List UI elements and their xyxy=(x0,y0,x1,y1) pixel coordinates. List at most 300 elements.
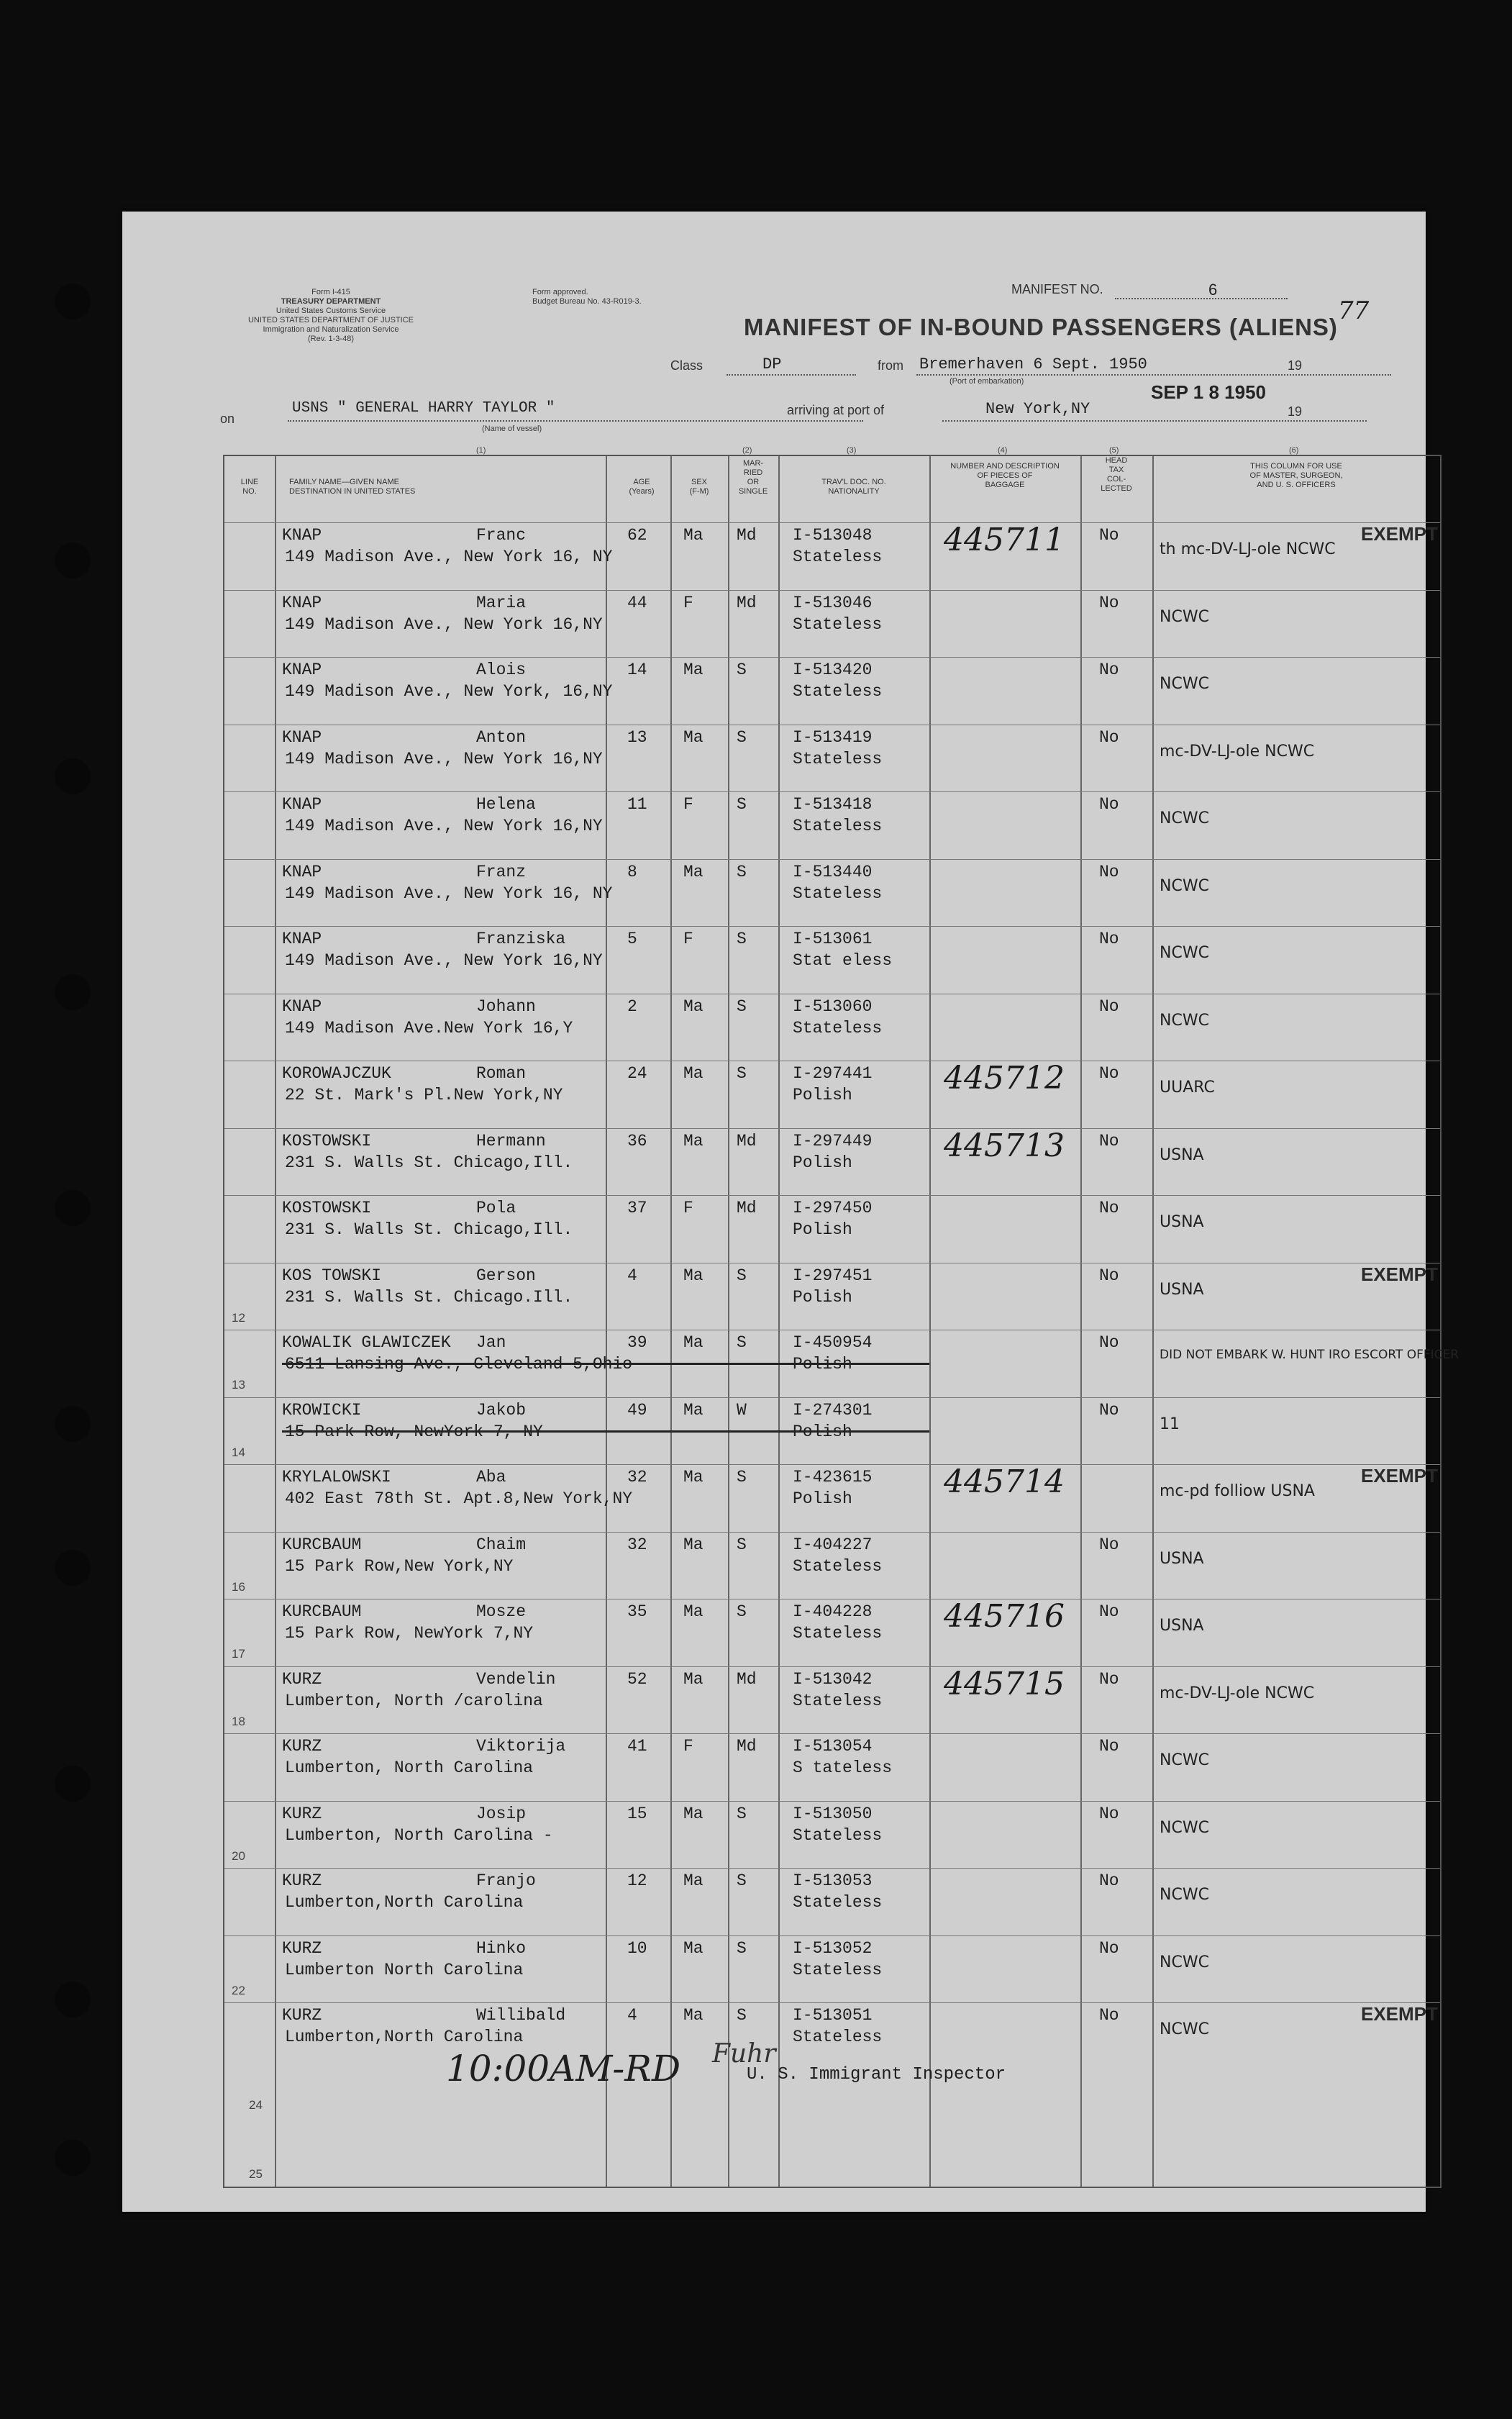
age: 32 xyxy=(627,1468,647,1487)
marital-status: S xyxy=(737,1333,747,1352)
age: 14 xyxy=(627,661,647,679)
exempt-stamp: EXEMPT xyxy=(1361,1465,1438,1487)
sex: Ma xyxy=(683,1669,703,1689)
travel-doc-no: I-404228 xyxy=(793,1602,873,1621)
nationality: Stateless xyxy=(793,1691,883,1710)
nationality: Stateless xyxy=(793,884,883,903)
given-name: Viktorija xyxy=(476,1737,566,1756)
given-name: Hermann xyxy=(476,1131,546,1150)
class-label: Class xyxy=(670,358,703,373)
binder-hole xyxy=(55,1550,91,1586)
sex: Ma xyxy=(683,1333,703,1352)
head-tax: No xyxy=(1099,1938,1119,1958)
department-sub: Immigration and Naturalization Service xyxy=(263,325,399,334)
baggage-number: 445714 xyxy=(944,1463,1065,1500)
form-number: Form I-415 xyxy=(311,288,350,296)
nationality: Polish xyxy=(793,1355,852,1374)
destination: 149 Madison Ave., New York 16,NY xyxy=(285,817,603,835)
given-name: Franziska xyxy=(476,930,566,948)
arrival-year-suffix: 19 xyxy=(1288,404,1303,419)
travel-doc-no: I-513053 xyxy=(793,1871,873,1890)
binder-hole xyxy=(55,1406,91,1442)
binder-hole xyxy=(55,974,91,1010)
officer-remark: mc-pd folliow USNA xyxy=(1160,1482,1315,1500)
sex: F xyxy=(683,1737,693,1756)
marital-status: S xyxy=(737,1938,747,1958)
exempt-stamp: EXEMPT xyxy=(1361,523,1438,545)
family-name: KURZ xyxy=(282,1804,322,1823)
given-name: Maria xyxy=(476,593,527,612)
table-row xyxy=(224,1464,1440,1533)
given-name: Gerson xyxy=(476,1266,536,1285)
line-number: 17 xyxy=(232,1647,245,1661)
col-headtax-header: HEAD TAX COL- LECTED xyxy=(1101,456,1132,493)
officer-remark: mc-DV-LJ-ole NCWC xyxy=(1160,1684,1315,1702)
family-name: KURZ xyxy=(282,1737,322,1756)
head-tax: No xyxy=(1099,1131,1119,1150)
officer-remark: NCWC xyxy=(1160,1751,1209,1769)
family-name: KOROWAJCZUK xyxy=(282,1064,391,1083)
travel-doc-no: I-513060 xyxy=(793,997,873,1016)
officer-remark: NCWC xyxy=(1160,675,1209,693)
col-number: (2) xyxy=(742,446,752,455)
given-name: Roman xyxy=(476,1064,527,1083)
head-tax: No xyxy=(1099,2006,1119,2025)
vessel-name: USNS " GENERAL HARRY TAYLOR " xyxy=(292,400,555,417)
age: 13 xyxy=(627,727,647,747)
age: 4 xyxy=(627,1266,637,1285)
col-number: (5) xyxy=(1109,446,1119,455)
table-row xyxy=(224,1935,1440,2004)
family-name: KRYLALOWSKI xyxy=(282,1468,391,1487)
officer-remark: USNA xyxy=(1160,1280,1204,1299)
table-row xyxy=(224,725,1440,793)
arrival-date-stamp: SEP 1 8 1950 xyxy=(1151,381,1266,403)
marital-status: S xyxy=(737,1468,747,1487)
sex: Ma xyxy=(683,526,703,545)
marital-status: Md xyxy=(737,526,757,545)
travel-doc-no: I-513054 xyxy=(793,1737,873,1756)
head-tax: No xyxy=(1099,1199,1119,1217)
nationality: Stat eless xyxy=(793,951,893,970)
marital-status: S xyxy=(737,795,747,814)
sex: Ma xyxy=(683,1602,703,1621)
destination: Lumberton, North /carolina xyxy=(285,1691,543,1710)
exempt-stamp: EXEMPT xyxy=(1361,2003,1438,2025)
destination: 231 S. Walls St. Chicago,Ill. xyxy=(285,1153,573,1172)
col-number: (4) xyxy=(998,446,1008,455)
head-tax: No xyxy=(1099,1669,1119,1689)
travel-doc-no: I-513418 xyxy=(793,795,873,814)
given-name: Franc xyxy=(476,526,527,545)
destination: 231 S. Walls St. Chicago.Ill. xyxy=(285,1287,573,1307)
age: 2 xyxy=(627,997,637,1016)
destination: 149 Madison Ave., New York 16, NY xyxy=(285,884,613,903)
time-handwritten: 10:00AM-RD xyxy=(446,2048,681,2089)
nationality: Stateless xyxy=(793,548,883,566)
age: 41 xyxy=(627,1737,647,1756)
head-tax: No xyxy=(1099,593,1119,612)
head-tax: No xyxy=(1099,930,1119,948)
line-number: 12 xyxy=(232,1310,245,1325)
from-year-suffix: 19 xyxy=(1288,358,1303,373)
nationality: Polish xyxy=(793,1287,852,1307)
sex: Ma xyxy=(683,1871,703,1890)
table-row xyxy=(224,1061,1440,1129)
age: 35 xyxy=(627,1602,647,1621)
age: 24 xyxy=(627,1064,647,1083)
nationality: Polish xyxy=(793,1489,852,1508)
col-age-header: AGE (Years) xyxy=(629,478,655,496)
family-name: KOSTOWSKI xyxy=(282,1199,372,1217)
manifest-no-label: MANIFEST NO. xyxy=(1011,282,1103,296)
family-name: KURCBAUM xyxy=(282,1535,362,1554)
table-row xyxy=(224,791,1440,860)
officer-remark: NCWC xyxy=(1160,944,1209,962)
from-line xyxy=(916,374,1391,376)
given-name: Alois xyxy=(476,661,527,679)
age: 32 xyxy=(627,1535,647,1554)
manifest-hand-number: 77 xyxy=(1338,296,1370,325)
travel-doc-no: I-297450 xyxy=(793,1199,873,1217)
travel-doc-no: I-274301 xyxy=(793,1400,873,1420)
sex: F xyxy=(683,593,693,612)
line-number: 20 xyxy=(232,1848,245,1863)
head-tax: No xyxy=(1099,862,1119,881)
destination: 15 Park Row, NewYork 7,NY xyxy=(285,1624,534,1643)
destination: 149 Madison Ave., New York 16,NY xyxy=(285,749,603,768)
nationality: Stateless xyxy=(793,1893,883,1912)
manifest-no-line xyxy=(1115,298,1288,299)
col-baggage-header: NUMBER AND DESCRIPTION OF PIECES OF BAGGAGE xyxy=(950,462,1060,489)
marital-status: S xyxy=(737,862,747,881)
destination: 15 Park Row,New York,NY xyxy=(285,1556,514,1576)
family-name: KNAP xyxy=(282,997,322,1016)
officer-remark: NCWC xyxy=(1160,876,1209,895)
travel-doc-no: I-513050 xyxy=(793,1804,873,1823)
destination: 149 Madison Ave., New York 16, NY xyxy=(285,548,613,566)
age: 10 xyxy=(627,1938,647,1958)
age: 5 xyxy=(627,930,637,948)
table-row xyxy=(224,1733,1440,1802)
destination: 149 Madison Ave., New York, 16,NY xyxy=(285,682,613,701)
col-number: (1) xyxy=(476,446,486,455)
head-tax: No xyxy=(1099,1804,1119,1823)
nationality: Polish xyxy=(793,1220,852,1239)
given-name: Pola xyxy=(476,1199,516,1217)
table-row xyxy=(224,590,1440,658)
family-name: KROWICKI xyxy=(282,1400,362,1420)
binder-hole xyxy=(55,543,91,578)
travel-doc-no: I-513420 xyxy=(793,661,873,679)
table-row xyxy=(224,859,1440,927)
family-name: KURZ xyxy=(282,1669,322,1689)
destination: 231 S. Walls St. Chicago,Ill. xyxy=(285,1220,573,1239)
from-label: from xyxy=(878,358,903,373)
age: 4 xyxy=(627,2006,637,2025)
table-row xyxy=(224,522,1440,591)
arriving-value: New York,NY xyxy=(985,400,1090,418)
officer-remark: USNA xyxy=(1160,1213,1204,1231)
head-tax: No xyxy=(1099,727,1119,747)
travel-doc-no: I-404227 xyxy=(793,1535,873,1554)
approval-text: Form approved. xyxy=(532,288,588,296)
nationality: Stateless xyxy=(793,614,883,634)
manifest-no-value: 6 xyxy=(1208,281,1218,299)
given-name: Chaim xyxy=(476,1535,527,1554)
manifest-title: MANIFEST OF IN-BOUND PASSENGERS (ALIENS) xyxy=(744,314,1338,340)
travel-doc-no: I-450954 xyxy=(793,1333,873,1352)
passenger-table xyxy=(223,446,1459,2188)
line-number: 22 xyxy=(232,1983,245,1997)
age: 36 xyxy=(627,1131,647,1150)
given-name: Anton xyxy=(476,727,527,747)
marital-status: S xyxy=(737,1804,747,1823)
marital-status: S xyxy=(737,1535,747,1554)
line-number: 25 xyxy=(249,2167,263,2181)
marital-status: S xyxy=(737,1871,747,1890)
head-tax: No xyxy=(1099,1602,1119,1621)
vessel-note: (Name of vessel) xyxy=(482,425,542,433)
marital-status: S xyxy=(737,1064,747,1083)
head-tax: No xyxy=(1099,1266,1119,1285)
nationality: Stateless xyxy=(793,1825,883,1845)
age: 49 xyxy=(627,1400,647,1420)
family-name: KURZ xyxy=(282,1871,322,1890)
strike-line xyxy=(282,1430,929,1433)
table-row xyxy=(224,1868,1440,1936)
family-name: KNAP xyxy=(282,862,322,881)
binder-hole xyxy=(55,283,91,319)
marital-status: S xyxy=(737,727,747,747)
travel-doc-no: I-423615 xyxy=(793,1468,873,1487)
head-tax: No xyxy=(1099,661,1119,679)
travel-doc-no: I-297451 xyxy=(793,1266,873,1285)
department-sub: UNITED STATES DEPARTMENT OF JUSTICE xyxy=(247,316,414,324)
sex: Ma xyxy=(683,1938,703,1958)
binder-hole xyxy=(55,1190,91,1226)
nationality: Stateless xyxy=(793,682,883,701)
age: 8 xyxy=(627,862,637,881)
destination: Lumberton,North Carolina xyxy=(285,1893,524,1912)
marital-status: S xyxy=(737,1266,747,1285)
head-tax: No xyxy=(1099,1333,1119,1352)
embark-note: (Port of embarkation) xyxy=(949,377,1024,386)
family-name: KOSTOWSKI xyxy=(282,1131,372,1150)
marital-status: S xyxy=(737,930,747,948)
table-row xyxy=(224,1195,1440,1263)
sex: F xyxy=(683,930,693,948)
officer-remark: NCWC xyxy=(1160,1818,1209,1837)
travel-doc-no: I-513048 xyxy=(793,526,873,545)
binder-hole xyxy=(55,758,91,794)
age: 11 xyxy=(627,795,647,814)
destination: Lumberton,North Carolina xyxy=(285,2028,524,2046)
officer-remark: DID NOT EMBARK W. HUNT IRO ESCORT OFFICER xyxy=(1160,1348,1459,1362)
baggage-number: 445712 xyxy=(944,1060,1065,1097)
given-name: Aba xyxy=(476,1468,506,1487)
officer-remark: 11 xyxy=(1160,1415,1180,1433)
nationality: Polish xyxy=(793,1153,852,1172)
col-doc-header: TRAV'L DOC. NO. NATIONALITY xyxy=(821,478,886,496)
travel-doc-no: I-297441 xyxy=(793,1064,873,1083)
table-row xyxy=(224,1666,1440,1735)
from-value: Bremerhaven 6 Sept. 1950 xyxy=(919,355,1147,373)
line-number: 18 xyxy=(232,1714,245,1728)
inspector-signature: Fuhr xyxy=(712,2039,776,2069)
head-tax: No xyxy=(1099,997,1119,1016)
arriving-line xyxy=(942,420,1367,422)
sex: Ma xyxy=(683,1804,703,1823)
marital-status: S xyxy=(737,661,747,679)
form-approval xyxy=(532,288,748,307)
age: 44 xyxy=(627,593,647,612)
department: TREASURY DEPARTMENT xyxy=(281,297,381,306)
destination: 22 St. Mark's Pl.New York,NY xyxy=(285,1086,563,1104)
marital-status: S xyxy=(737,2006,747,2025)
budget-text: Budget Bureau No. 43-R019-3. xyxy=(532,297,642,306)
officer-remark: NCWC xyxy=(1160,2020,1209,2038)
nationality: Stateless xyxy=(793,749,883,768)
table-row xyxy=(224,1801,1440,1869)
baggage-number: 445713 xyxy=(944,1127,1065,1164)
baggage-number: 445711 xyxy=(944,522,1065,558)
table-row xyxy=(224,926,1440,994)
nationality: Stateless xyxy=(793,2028,883,2046)
destination: 149 Madison Ave.New York 16,Y xyxy=(285,1018,573,1038)
exempt-stamp: EXEMPT xyxy=(1361,1263,1438,1285)
family-name: KNAP xyxy=(282,661,322,679)
sex: Ma xyxy=(683,1131,703,1150)
family-name: KNAP xyxy=(282,727,322,747)
given-name: Helena xyxy=(476,795,536,814)
sex: Ma xyxy=(683,997,703,1016)
sex: Ma xyxy=(683,1400,703,1420)
given-name: Franjo xyxy=(476,1871,536,1890)
col-number: (6) xyxy=(1289,446,1299,455)
col-number: (3) xyxy=(847,446,857,455)
nationality: S tateless xyxy=(793,1758,893,1777)
baggage-number: 445715 xyxy=(944,1665,1065,1702)
age: 52 xyxy=(627,1669,647,1689)
sex: Ma xyxy=(683,2006,703,2025)
marital-status: Md xyxy=(737,1131,757,1150)
marital-status: S xyxy=(737,1602,747,1621)
given-name: Johann xyxy=(476,997,536,1016)
destination: 149 Madison Ave., New York 16,NY xyxy=(285,614,603,634)
table-row xyxy=(224,1128,1440,1197)
family-name: KOS TOWSKI xyxy=(282,1266,382,1285)
marital-status: Md xyxy=(737,1199,757,1217)
table-row xyxy=(224,2002,1440,2071)
officer-remark: NCWC xyxy=(1160,809,1209,827)
travel-doc-no: I-513440 xyxy=(793,862,873,881)
travel-doc-no: I-513061 xyxy=(793,930,873,948)
marital-status: Md xyxy=(737,1737,757,1756)
destination: 15 Park Row, NewYork 7, NY xyxy=(285,1422,543,1441)
marital-status: Md xyxy=(737,593,757,612)
on-label: on xyxy=(220,412,235,426)
table-row xyxy=(224,1532,1440,1600)
nationality: Stateless xyxy=(793,1624,883,1643)
class-value: DP xyxy=(762,355,782,373)
family-name: KNAP xyxy=(282,526,322,545)
nationality: Polish xyxy=(793,1086,852,1104)
form-header-left xyxy=(230,288,432,344)
nationality: Stateless xyxy=(793,1960,883,1979)
age: 37 xyxy=(627,1199,647,1217)
col-name-header: FAMILY NAME—GIVEN NAME DESTINATION IN UNITED STATES xyxy=(289,478,416,496)
nationality: Stateless xyxy=(793,1018,883,1038)
given-name: Hinko xyxy=(476,1938,527,1958)
line-no-header: LINE NO. xyxy=(240,478,259,496)
binder-hole xyxy=(55,2140,91,2176)
age: 12 xyxy=(627,1871,647,1890)
sex: Ma xyxy=(683,1064,703,1083)
given-name: Jakob xyxy=(476,1400,527,1420)
officer-remark: UUARC xyxy=(1160,1079,1215,1097)
col-marital-header: MAR- RIED OR SINGLE xyxy=(738,459,768,496)
head-tax: No xyxy=(1099,1064,1119,1083)
sex: Ma xyxy=(683,1535,703,1554)
sex: Ma xyxy=(683,727,703,747)
head-tax: No xyxy=(1099,1871,1119,1890)
officer-remark: NCWC xyxy=(1160,1011,1209,1030)
table-row xyxy=(224,657,1440,725)
given-name: Willibald xyxy=(476,2006,566,2025)
age: 62 xyxy=(627,526,647,545)
arriving-label: arriving at port of xyxy=(787,403,885,417)
revision: (Rev. 1-3-48) xyxy=(308,335,354,343)
department-sub: United States Customs Service xyxy=(275,307,386,315)
given-name: Jan xyxy=(476,1333,506,1352)
travel-doc-no: I-513051 xyxy=(793,2006,873,2025)
binder-hole xyxy=(55,1766,91,1802)
family-name: KURCBAUM xyxy=(282,1602,362,1621)
officer-remark: USNA xyxy=(1160,1617,1204,1635)
destination: 6511 Lansing Ave., Cleveland 5,Ohio xyxy=(285,1355,633,1374)
table-row xyxy=(224,1263,1440,1331)
given-name: Mosze xyxy=(476,1602,527,1621)
marital-status: Md xyxy=(737,1669,757,1689)
sex: Ma xyxy=(683,661,703,679)
sex: Ma xyxy=(683,862,703,881)
sex: F xyxy=(683,1199,693,1217)
officer-remark: mc-DV-LJ-ole NCWC xyxy=(1160,742,1315,761)
officer-remark: NCWC xyxy=(1160,607,1209,626)
destination: 402 East 78th St. Apt.8,New York,NY xyxy=(285,1489,633,1508)
inspector-title: U. S. Immigrant Inspector xyxy=(747,2065,1006,2084)
line-number: 13 xyxy=(232,1378,245,1392)
family-name: KNAP xyxy=(282,593,322,612)
line-number: 16 xyxy=(232,1579,245,1594)
travel-doc-no: I-297449 xyxy=(793,1131,873,1150)
head-tax: No xyxy=(1099,795,1119,814)
marital-status: S xyxy=(737,997,747,1016)
binder-hole xyxy=(55,1982,91,2018)
vessel-line xyxy=(288,420,863,422)
destination: 149 Madison Ave., New York 16,NY xyxy=(285,951,603,970)
given-name: Franz xyxy=(476,862,527,881)
family-name: KURZ xyxy=(282,2006,322,2025)
age: 15 xyxy=(627,1804,647,1823)
officer-remark: USNA xyxy=(1160,1145,1204,1164)
officer-remark: NCWC xyxy=(1160,1886,1209,1904)
strike-line xyxy=(282,1363,929,1365)
family-name: KNAP xyxy=(282,930,322,948)
officer-remark: th mc-DV-LJ-ole NCWC xyxy=(1160,540,1336,558)
destination: Lumberton, North Carolina - xyxy=(285,1825,553,1845)
